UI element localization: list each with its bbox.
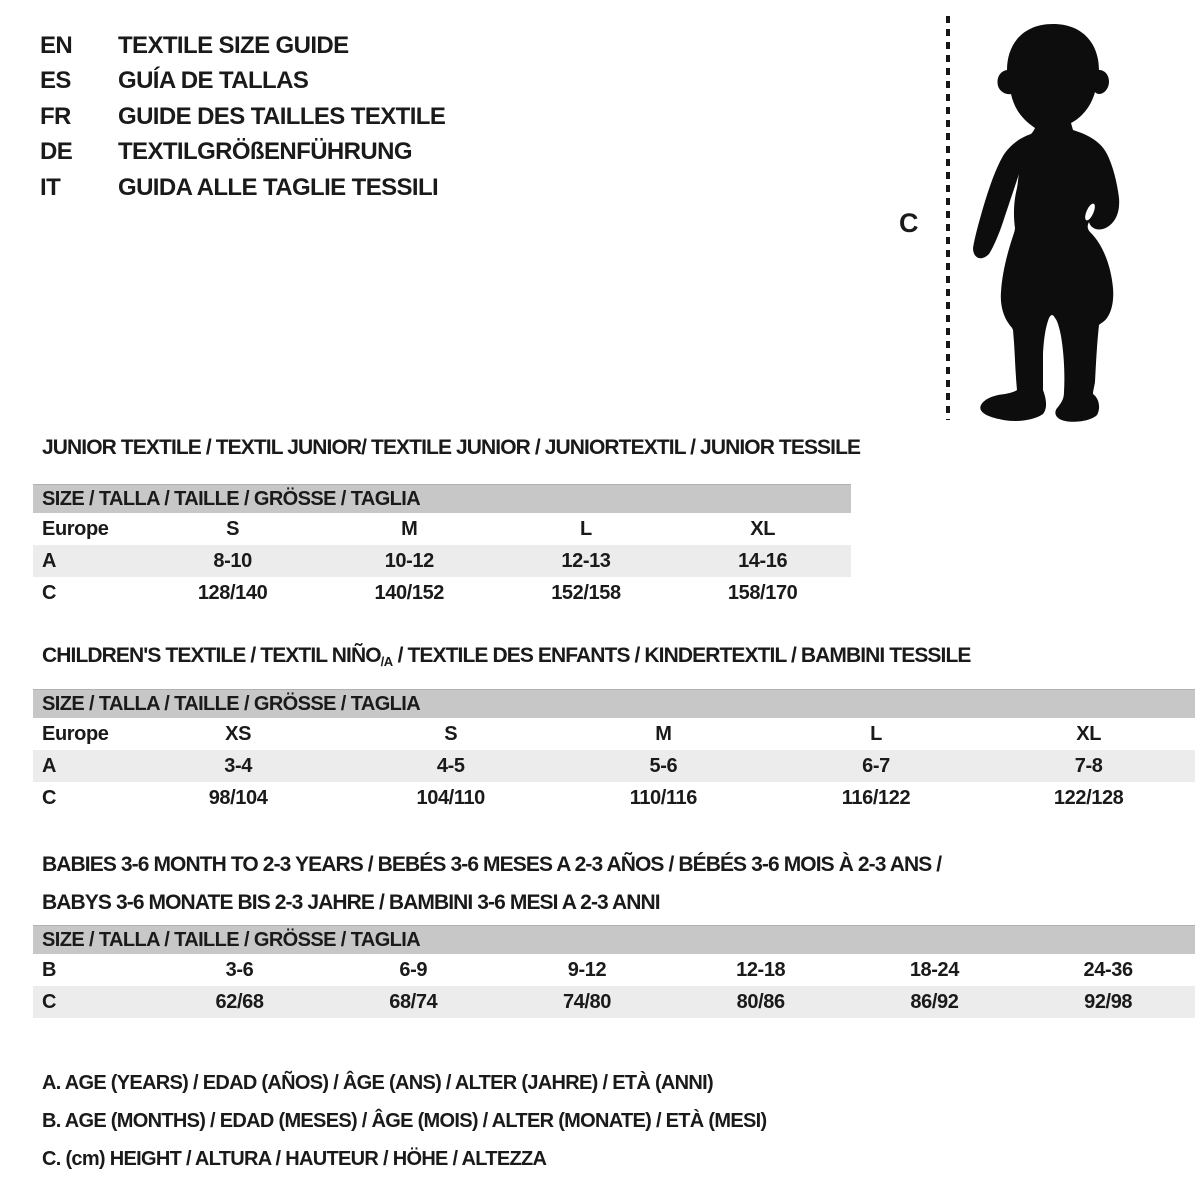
- height-cell: 80/86: [736, 990, 785, 1013]
- babies-table: [33, 954, 1195, 1018]
- children-europe-row: [33, 718, 1195, 750]
- row-label: Europe: [42, 517, 109, 540]
- size-cell: S: [444, 722, 458, 745]
- children-table: [33, 718, 1195, 814]
- age-cell: 6-7: [862, 754, 890, 777]
- row-label: Europe: [42, 722, 109, 745]
- legend-note-age-months: B. AGE (MONTHS) / EDAD (MESES) / ÂGE (MOIS) / ALTER (MONATE) / ETÀ (MESI): [42, 1110, 767, 1132]
- row-label: B: [42, 958, 57, 981]
- size-cell: XL: [750, 517, 776, 540]
- height-cell: 110/116: [629, 786, 698, 809]
- height-cell: 158/170: [727, 581, 798, 604]
- toddler-body: [973, 24, 1119, 422]
- row-label: C: [42, 786, 57, 809]
- height-cell: 74/80: [562, 990, 611, 1013]
- age-cell: 7-8: [1074, 754, 1103, 777]
- language-code-de: DE: [40, 138, 73, 166]
- height-cell: 116/122: [841, 786, 911, 809]
- language-code-es: ES: [40, 67, 71, 95]
- children-age-row: [33, 750, 1195, 782]
- junior-height-row: [33, 577, 851, 609]
- guide-title-es: GUÍA DE TALLAS: [118, 67, 309, 95]
- height-cell: 98/104: [208, 786, 268, 809]
- guide-title-it: GUIDA ALLE TAGLIE TESSILI: [118, 173, 439, 201]
- size-cell: M: [401, 517, 418, 540]
- height-cell: 92/98: [1084, 990, 1133, 1013]
- age-cell: 12-13: [561, 549, 611, 572]
- junior-size-table: [33, 484, 851, 609]
- babies-section-title: [42, 846, 941, 922]
- children-title-pre: CHILDREN'S TEXTILE / TEXTIL NIÑO: [42, 644, 381, 667]
- age-cell: 14-16: [738, 549, 788, 572]
- junior-size-header-band: [33, 484, 851, 513]
- height-cell: 86/92: [910, 990, 959, 1013]
- months-cell: 3-6: [225, 958, 254, 981]
- language-row-en: [40, 28, 445, 64]
- junior-europe-row: [33, 513, 851, 545]
- row-label: A: [42, 754, 57, 777]
- children-section-title: [42, 644, 971, 669]
- age-cell: 4-5: [436, 754, 465, 777]
- row-label: C: [42, 990, 57, 1013]
- height-cell: 128/140: [197, 581, 268, 604]
- size-cell: XL: [1076, 722, 1102, 745]
- junior-section-title: [42, 436, 860, 460]
- children-title-sub: /A: [380, 654, 393, 669]
- size-cell: XS: [225, 722, 252, 745]
- babies-title-line1: BABIES 3-6 MONTH TO 2-3 YEARS / BEBÉS 3-6 MESES A 2-3 AÑOS / BÉBÉS 3-6 MOIS À 2-3 ANS /: [42, 853, 942, 876]
- guide-title-en: TEXTILE SIZE GUIDE: [118, 31, 349, 59]
- size-cell: L: [580, 517, 592, 540]
- age-cell: 8-10: [213, 549, 252, 572]
- age-cell: 10-12: [384, 549, 434, 572]
- height-cell: 68/74: [389, 990, 438, 1013]
- children-size-header-label: SIZE / TALLA / TAILLE / GRÖSSE / TAGLIA: [42, 692, 421, 715]
- language-code-fr: FR: [40, 102, 71, 130]
- months-cell: 18-24: [909, 958, 959, 981]
- legend-note-height: C. (cm) HEIGHT / ALTURA / HAUTEUR / HÖHE / ALTEZZA: [42, 1148, 547, 1170]
- junior-age-row: [33, 545, 851, 577]
- months-cell: 24-36: [1083, 958, 1133, 981]
- height-cell: 104/110: [416, 786, 485, 809]
- language-row-es: [40, 64, 445, 100]
- toddler-silhouette-icon: [963, 18, 1141, 422]
- children-size-table: [33, 689, 1195, 814]
- legend-note-age-years: A. AGE (YEARS) / EDAD (AÑOS) / ÂGE (ANS) / ALTER (JAHRE) / ETÀ (ANNI): [42, 1072, 713, 1094]
- junior-title-text: JUNIOR TEXTILE / TEXTIL JUNIOR/ TEXTILE JUNIOR / JUNIORTEXTIL / JUNIOR TESSILE: [42, 436, 861, 459]
- height-cell: 62/68: [215, 990, 264, 1013]
- height-measure-label: C: [899, 208, 919, 238]
- size-cell: S: [226, 517, 240, 540]
- height-cell: 152/158: [551, 581, 621, 604]
- months-cell: 9-12: [567, 958, 607, 981]
- height-cell: 140/152: [374, 581, 445, 604]
- language-code-it: IT: [40, 173, 61, 201]
- size-cell: L: [870, 722, 882, 745]
- babies-height-row: [33, 986, 1195, 1018]
- guide-title-de: TEXTILGRÖßENFÜHRUNG: [118, 138, 412, 166]
- language-row-it: [40, 170, 445, 206]
- months-cell: 6-9: [399, 958, 428, 981]
- junior-size-header-label: SIZE / TALLA / TAILLE / GRÖSSE / TAGLIA: [42, 487, 421, 510]
- row-label: C: [42, 581, 57, 604]
- babies-title-line2: BABYS 3-6 MONATE BIS 2-3 JAHRE / BAMBINI 3-6 MESI A 2-3 ANNI: [42, 891, 660, 914]
- children-title-post: / TEXTILE DES ENFANTS / KINDERTEXTIL / BAMBINI TESSILE: [392, 644, 971, 667]
- babies-months-row: [33, 954, 1195, 986]
- age-cell: 5-6: [649, 754, 678, 777]
- language-row-fr: [40, 99, 445, 135]
- height-measure-dashed-line: [946, 16, 950, 420]
- language-title-block: [40, 28, 445, 206]
- language-code-en: EN: [40, 31, 73, 59]
- guide-title-fr: GUIDE DES TAILLES TEXTILE: [118, 102, 446, 130]
- row-label: A: [42, 549, 57, 572]
- language-row-de: [40, 135, 445, 171]
- height-cell: 122/128: [1053, 786, 1124, 809]
- size-cell: M: [655, 722, 672, 745]
- children-size-header-band: [33, 689, 1195, 718]
- months-cell: 12-18: [736, 958, 786, 981]
- babies-size-table: [33, 925, 1195, 1018]
- babies-size-header-band: [33, 925, 1195, 954]
- babies-size-header-label: SIZE / TALLA / TAILLE / GRÖSSE / TAGLIA: [42, 928, 421, 951]
- junior-table: [33, 513, 851, 609]
- children-height-row: [33, 782, 1195, 814]
- age-cell: 3-4: [224, 754, 252, 777]
